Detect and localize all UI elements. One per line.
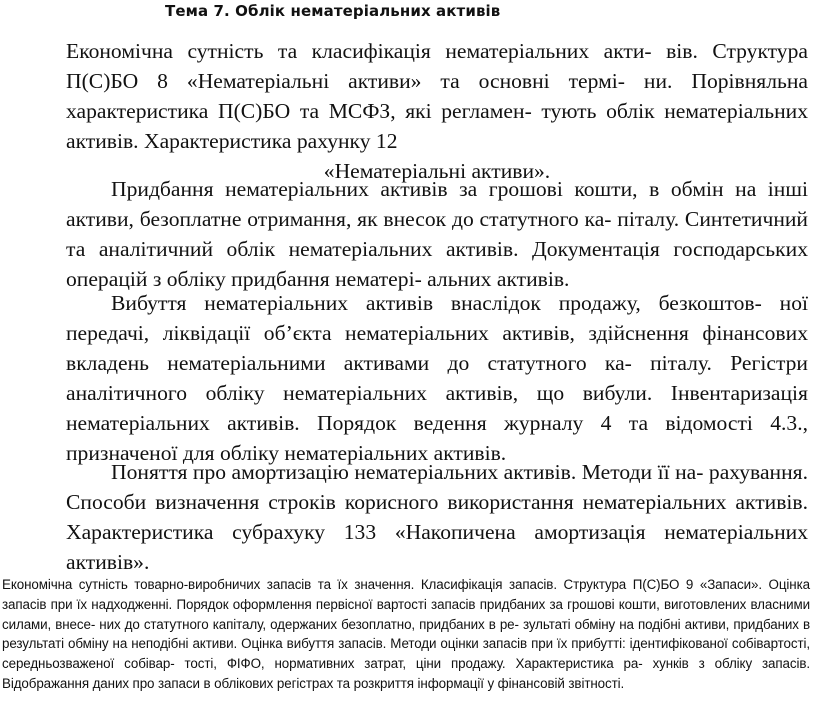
section-3 — [66, 288, 808, 468]
section-4-text: Поняття про амортизацію нематеріальних активів. Методи її на- рахування. Способи визначення строків корисного використання нематеріальних активів. Характеристика субрахуку 133 «Накопичена амортизація нематеріальних активів». — [66, 460, 808, 574]
section-1-centered-line: «Нематеріальні активи». — [323, 159, 551, 183]
section-2-text: Придбання нематеріальних активів за грошові кошти, в обмін на інші активи, безоплатне отримання, як внесок до статутного ка- піталу. Синтетичний та аналітичний облік нематеріальних активів. Документація господарських операцій з обліку придбання нематері- альних активів. — [66, 177, 808, 291]
footer-paragraph-text: Економічна сутність товарно-виробничих запасів та їх значення. Класифікація запасів. Структура П(С)БО 9 «Запаси». Оцінка запасів при їх надходженні. Порядок оформлення первісної вартості запасів придбаних за грошові кошти, виготовлених власними силами, внесе- них до статутного капіталу, одержаних безоплатно, придбаних в ре- зультаті обміну на подібні активи, придбаних в результаті обміну на неподібні активи. Оцінка вибуття запасів. Методи оцінки запасів при їх прибутті: ідентифікованої собівартості, середньозваженої собівар- тості, ФІФО, нормативних затрат, ціни продажу. Характеристика ра- хунків з обліку запасів. Відображання даних про запаси в облікових регістрах та розкриття інформації у фінансовій звітності. — [2, 577, 810, 691]
section-2 — [66, 174, 808, 294]
section-1-text: Економічна сутність та класифікація нематеріальних акти- вів. Структура П(С)БО 8 «Нематеріальні активи» та основні термі- ни. Порівняльна характеристика П(С)БО та МСФЗ, які регламен- тують облік нематеріальних активів. Характеристика рахунку 12 — [66, 39, 808, 153]
section-1 — [66, 36, 808, 186]
section-4 — [66, 457, 808, 577]
topic-heading: Тема 7. Облік нематеріальних активів — [165, 2, 501, 20]
footer-paragraph — [2, 575, 810, 694]
section-3-text: Вибуття нематеріальних активів внаслідок продажу, безкоштов- ної передачі, ліквідації об’єкта нематеріальних активів, здійснення фінансових вкладень нематеріальними активами до статутного ка- піталу. Регістри аналітичного обліку нематеріальних активів, що вибули. Інвентаризація нематеріальних активів. Порядок ведення журналу 4 та відомості 4.3., призначеної для обліку нематеріальних активів. — [66, 291, 808, 465]
